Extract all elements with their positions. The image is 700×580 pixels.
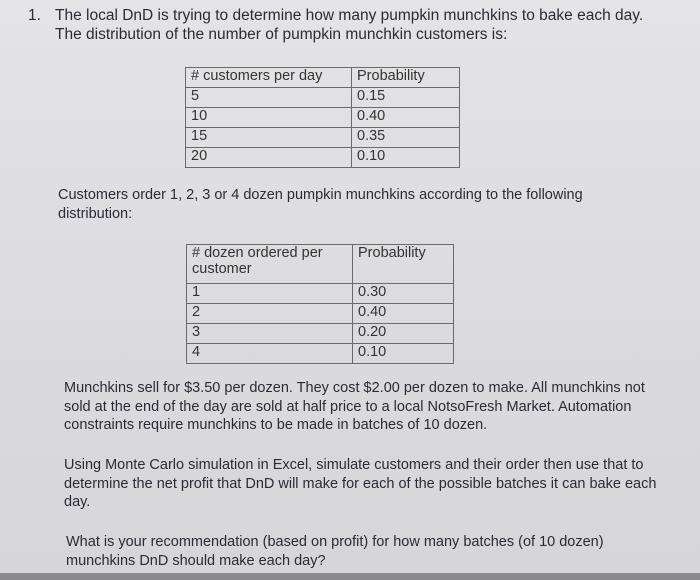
- table-cell: 0.20: [353, 324, 454, 344]
- header-probability: Probability: [352, 68, 460, 88]
- table-cell: 0.35: [352, 128, 460, 148]
- header-probability: Probability: [353, 245, 454, 284]
- table-row: [187, 324, 454, 344]
- question-text: The local DnD is trying to determine how many pumpkin munchkins to bake each day. The distribution of the number of pumpkin munchkin customers is:: [55, 7, 644, 43]
- question-number: 1.: [28, 7, 41, 24]
- table-cell: 5: [186, 88, 352, 108]
- header-dozen-ordered: # dozen ordered per customer: [187, 245, 353, 284]
- table-cell: 3: [187, 324, 353, 344]
- table-header-row: [186, 68, 460, 88]
- table-cell: 0.10: [352, 148, 460, 168]
- simulation-text: Using Monte Carlo simulation in Excel, simulate customers and their order then use that to determine the net profit that DnD will make for each of the possible batches it can bake each day.: [64, 457, 657, 510]
- recommendation-text: What is your recommendation (based on profit) for how many batches (of 10 dozen) munchkins DnD should make each day?: [66, 534, 604, 569]
- table-row: [187, 304, 454, 324]
- table-row: [187, 284, 454, 304]
- bottom-edge: [0, 573, 700, 580]
- table-cell: 10: [186, 108, 352, 128]
- table-cell: 0.40: [352, 108, 460, 128]
- customers-distribution-table: [185, 67, 460, 168]
- table-row: [186, 148, 460, 168]
- table-row: [186, 108, 460, 128]
- dozen-distribution-table: [186, 244, 454, 364]
- table-cell: 0.40: [353, 304, 454, 324]
- table-cell: 20: [186, 148, 352, 168]
- pricing-text: Munchkins sell for $3.50 per dozen. They cost $2.00 per dozen to make. All munchkins not sold at the end of the day are sold at half price to a local NotsoFresh Market. Automation constraints require munchkins to be made in batches of 10 dozen.: [64, 380, 645, 433]
- table-cell: 4: [187, 344, 353, 364]
- table-cell: 1: [187, 284, 353, 304]
- table-header-row: [187, 245, 454, 284]
- table-cell: 0.15: [352, 88, 460, 108]
- table-cell: 0.10: [353, 344, 454, 364]
- table-row: [186, 88, 460, 108]
- table-cell: 0.30: [353, 284, 454, 304]
- table-cell: 2: [187, 304, 353, 324]
- table-cell: 15: [186, 128, 352, 148]
- header-customers-per-day: # customers per day: [186, 68, 352, 88]
- order-intro-text: Customers order 1, 2, 3 or 4 dozen pumpkin munchkins according to the following distribution:: [58, 187, 583, 222]
- table-row: [186, 128, 460, 148]
- table-row: [187, 344, 454, 364]
